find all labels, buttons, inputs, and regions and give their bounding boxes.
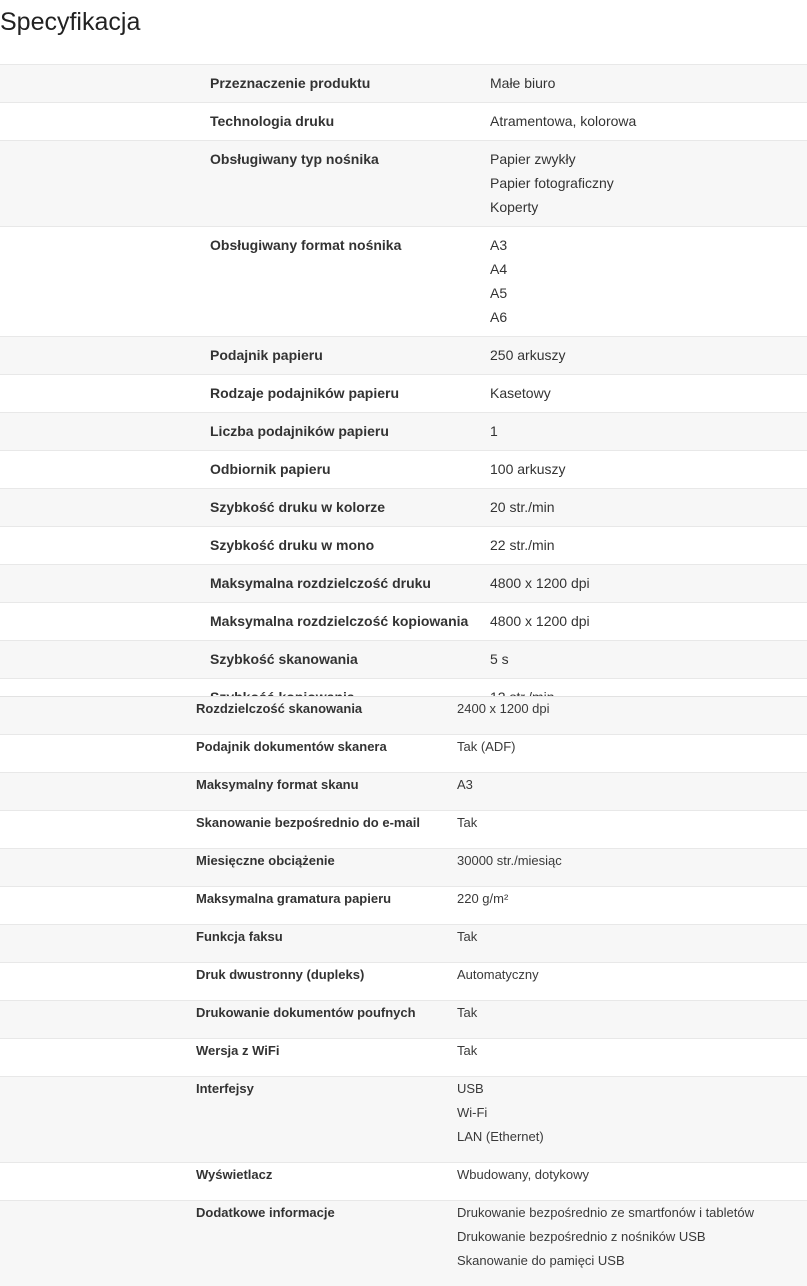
- spec-label: Maksymalna rozdzielczość druku: [210, 575, 431, 591]
- spec-label: Liczba podajników papieru: [210, 423, 389, 439]
- spec-value: [490, 413, 807, 450]
- spec-row: [0, 772, 807, 810]
- spec-row: [0, 848, 807, 886]
- spec-value-line: Atramentowa, kolorowa: [490, 113, 637, 129]
- spec-row: [0, 886, 807, 924]
- spec-label: Dodatkowe informacje: [196, 1205, 335, 1220]
- spec-value: [490, 451, 807, 488]
- spec-value: [457, 849, 807, 886]
- spec-value-line: Tak: [457, 1005, 478, 1020]
- spec-label: Podajnik papieru: [210, 347, 323, 363]
- spec-row: [0, 140, 807, 226]
- spec-value: [490, 641, 807, 678]
- spec-label: Rozdzielczość skanowania: [196, 701, 363, 716]
- spec-value-line: Drukowanie bezpośrednio ze smartfonów i tabletów: [457, 1205, 754, 1220]
- spec-label: Szybkość druku w kolorze: [210, 499, 386, 515]
- spec-value: [457, 963, 807, 1000]
- spec-row: [0, 924, 807, 962]
- spec-label: Obsługiwany format nośnika: [210, 237, 402, 253]
- spec-value: [457, 735, 807, 772]
- spec-row: [0, 526, 807, 564]
- spec-row: [0, 374, 807, 412]
- spec-value-line: 30000 str./miesiąc: [457, 853, 562, 868]
- spec-value-line: 2400 x 1200 dpi: [457, 701, 550, 716]
- spec-value: [457, 773, 807, 810]
- spec-value: [457, 1201, 807, 1286]
- spec-value: [457, 1163, 807, 1200]
- spec-value-line: A6: [490, 309, 508, 325]
- spec-label: Miesięczne obciążenie: [196, 853, 335, 868]
- spec-value-line: Kasetowy: [490, 385, 551, 401]
- spec-value-line: Wi-Fi: [457, 1105, 488, 1120]
- spec-value-line: 100 arkuszy: [490, 461, 566, 477]
- spec-value: [490, 65, 807, 102]
- spec-value-line: A4: [490, 261, 508, 277]
- spec-value: [490, 227, 807, 336]
- spec-value-line: A3: [490, 237, 508, 253]
- spec-row: [0, 602, 807, 640]
- spec-label: Maksymalny format skanu: [196, 777, 359, 792]
- spec-label: Maksymalna gramatura papieru: [196, 891, 392, 906]
- spec-label: Odbiornik papieru: [210, 461, 331, 477]
- spec-row: [0, 1076, 807, 1162]
- spec-label: Rodzaje podajników papieru: [210, 385, 400, 401]
- spec-value-line: Tak: [457, 929, 478, 944]
- spec-row: [0, 810, 807, 848]
- spec-value: [490, 527, 807, 564]
- spec-row: [0, 226, 807, 336]
- spec-row: [0, 102, 807, 140]
- spec-table-primary: [0, 64, 807, 716]
- spec-row: [0, 697, 807, 734]
- spec-value-line: Skanowanie do pamięci USB: [457, 1253, 625, 1268]
- spec-value-line: Małe biuro: [490, 75, 556, 91]
- spec-row: [0, 336, 807, 374]
- spec-row: [0, 450, 807, 488]
- spec-value-line: 5 s: [490, 651, 509, 667]
- spec-label: Funkcja faksu: [196, 929, 283, 944]
- spec-label: Obsługiwany typ nośnika: [210, 151, 379, 167]
- spec-row: [0, 1038, 807, 1076]
- spec-row: [0, 1200, 807, 1286]
- spec-label: Wersja z WiFi: [196, 1043, 280, 1058]
- spec-label: Maksymalna rozdzielczość kopiowania: [210, 613, 469, 629]
- spec-label: Drukowanie dokumentów poufnych: [196, 1005, 416, 1020]
- spec-label: Technologia druku: [210, 113, 335, 129]
- spec-row: [0, 962, 807, 1000]
- spec-value-line: Koperty: [490, 199, 539, 215]
- spec-label: Podajnik dokumentów skanera: [196, 739, 387, 754]
- spec-value-line: Papier fotograficzny: [490, 175, 614, 191]
- spec-value-line: Drukowanie bezpośrednio z nośników USB: [457, 1229, 706, 1244]
- spec-value: [490, 103, 807, 140]
- spec-label: Interfejsy: [196, 1081, 254, 1096]
- spec-value-line: Tak (ADF): [457, 739, 516, 754]
- spec-value-line: 4800 x 1200 dpi: [490, 613, 590, 629]
- spec-label: Szybkość skanowania: [210, 651, 358, 667]
- spec-value: [457, 925, 807, 962]
- spec-value: [490, 337, 807, 374]
- spec-row: [0, 734, 807, 772]
- spec-value-line: 1: [490, 423, 498, 439]
- spec-label: Druk dwustronny (dupleks): [196, 967, 365, 982]
- spec-value-line: 220 g/m²: [457, 891, 509, 906]
- spec-row: [0, 412, 807, 450]
- spec-value: [490, 375, 807, 412]
- spec-value: [457, 1077, 807, 1162]
- spec-value-line: LAN (Ethernet): [457, 1129, 544, 1144]
- spec-label: Wyświetlacz: [196, 1167, 273, 1182]
- spec-row: [0, 640, 807, 678]
- spec-table-secondary: [0, 697, 807, 1286]
- spec-row: [0, 1162, 807, 1200]
- spec-value-line: 22 str./min: [490, 537, 555, 553]
- spec-value: [457, 697, 807, 734]
- spec-label: Przeznaczenie produktu: [210, 75, 371, 91]
- spec-value: [490, 141, 807, 226]
- spec-value-line: 4800 x 1200 dpi: [490, 575, 590, 591]
- spec-row: [0, 1000, 807, 1038]
- spec-value-line: USB: [457, 1081, 484, 1096]
- spec-value-line: Tak: [457, 815, 478, 830]
- spec-row: [0, 488, 807, 526]
- spec-value: [457, 887, 807, 924]
- spec-value-line: Papier zwykły: [490, 151, 576, 167]
- spec-value: [457, 1001, 807, 1038]
- spec-row: [0, 564, 807, 602]
- spec-value: [490, 603, 807, 640]
- page-title: Specyfikacja: [0, 8, 141, 36]
- spec-value-line: Automatyczny: [457, 967, 539, 982]
- spec-value: [457, 1039, 807, 1076]
- spec-value-line: Wbudowany, dotykowy: [457, 1167, 589, 1182]
- spec-value-line: 250 arkuszy: [490, 347, 566, 363]
- spec-value-line: Tak: [457, 1043, 478, 1058]
- spec-row: [0, 64, 807, 102]
- spec-label: Szybkość druku w mono: [210, 537, 375, 553]
- spec-value: [490, 565, 807, 602]
- spec-value: [457, 811, 807, 848]
- spec-label: Skanowanie bezpośrednio do e-mail: [196, 815, 420, 830]
- spec-value-line: A5: [490, 285, 508, 301]
- spec-value-line: A3: [457, 777, 473, 792]
- spec-value: [490, 489, 807, 526]
- spec-value-line: 20 str./min: [490, 499, 555, 515]
